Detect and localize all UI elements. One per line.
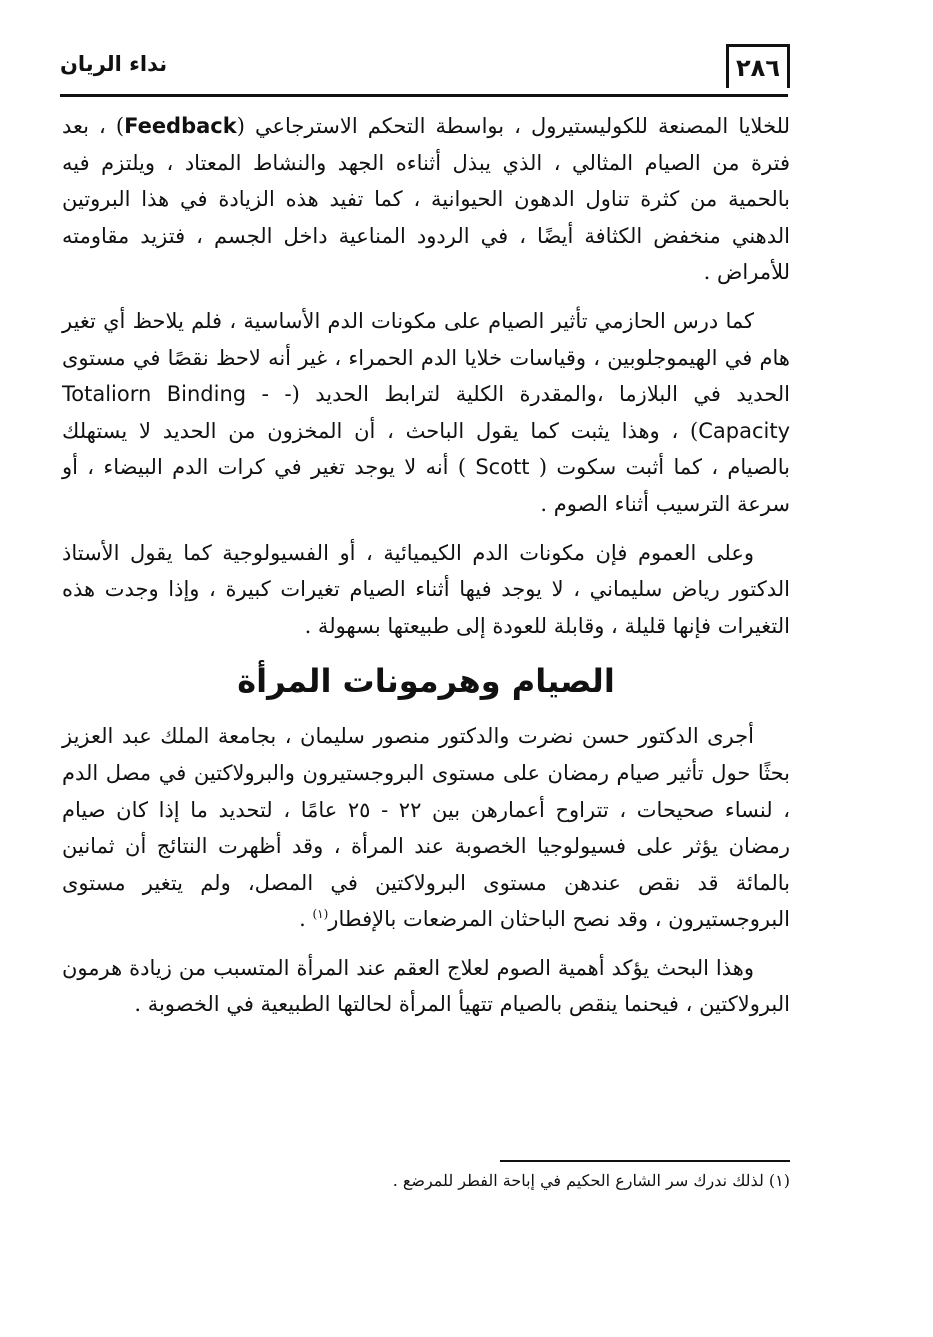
- paragraph-2-text-a: كما درس الحازمي تأثير الصيام على مكونات الدم الأساسية ، فلم يلاحظ أي تغير هام في الهيموجلوبين ، وقياسات خلايا الدم الحمراء ، غير أنه لاحظ نقصًا في مستوى الحديد في البلازما ،والمقدرة الكلية لترابط الحديد (-: [62, 308, 790, 407]
- page-number: ٢٨٦: [726, 44, 790, 88]
- term-feedback: Feedback: [124, 114, 237, 138]
- paragraph-3: وعلى العموم فإن مكونات الدم الكيميائية ، أو الفسيولوجية كما يقول الأستاذ الدكتور رياض سليماني ، لا يوجد فيها أثناء الصيام تغيرات كبيرة ، وإذا وجدت هذه التغيرات فإنها قليلة ، وقابلة للعودة إلى طبيعتها بسهولة .: [62, 540, 790, 638]
- footnote: (١) لذلك ندرك سر الشارع الحكيم في إباحة الفطر للمرضع .: [392, 1171, 790, 1190]
- paragraph-5: وهذا البحث يؤكد أهمية الصوم لعلاج العقم عند المرأة المتسبب من زيادة هرمون البرولاكتين ، فيحنما ينقص بالصيام تتهيأ المرأة لحالتها الطبيعية في الخصوبة .: [62, 955, 790, 1017]
- footnote-rule: [500, 1160, 790, 1162]
- paragraph-4: [62, 718, 790, 938]
- paragraph-1: [62, 108, 790, 291]
- running-title: نداء الريان: [60, 52, 168, 76]
- term-scott: Scott: [475, 455, 530, 480]
- paragraph-2-text-b: ) ، وهذا يثبت كما يقول الباحث ، أن المخزون من الحديد لا يستهلك بالصيام ، كما أثبت سكوت (: [62, 418, 790, 480]
- paragraph-1-text-a: للخلايا المصنعة للكوليستيرول ، بواسطة التحكم الاسترجاعي (: [236, 114, 790, 138]
- paragraph-2-text-c: ) أنه لا يوجد تغير في كرات الدم البيضاء ، أو سرعة الترسيب أثناء الصوم .: [62, 455, 790, 516]
- header-rule: [60, 94, 788, 97]
- footnote-reference[interactable]: (١): [312, 907, 329, 922]
- term-iron-binding: Totaliorn Binding - Capacity: [62, 382, 790, 443]
- paragraph-2: [62, 303, 790, 523]
- section-heading: الصيام وهرمونات المرأة: [237, 662, 615, 701]
- page-header: [60, 44, 790, 96]
- paragraph-4-end: .: [299, 907, 313, 932]
- paragraph-4-text: أجرى الدكتور حسن نضرت والدكتور منصور سليمان ، بجامعة الملك عبد العزيز بحثًا حول تأثير صيام رمضان على مستوى البروجستيرون والبرولاكتين في مصل الدم ، لنساء صحيحات ، تتراوح أعمارهن بين ٢٢ - ٢٥ عامًا ، لتحديد ما إذا كان صيام رمضان يؤثر على فسيولوجيا الخصوبة عند المرأة ، وقد أظهرت النتائج أن ثمانين بالمائة قد نقص عندهن مستوى البرولاكتين في المصل، ولم يتغير مستوى البروجستيرون ، وقد نصح الباحثان المرضعات بالإفطار: [62, 724, 790, 932]
- page-body: [62, 108, 790, 1035]
- paragraph-1-text-b: ) ، بعد فترة من الصيام المثالي ، الذي يبذل أثناءه الجهد والنشاط المعتاد ، ويلتزم فيه بالحمية من كثرة تناول الدهون الحيوانية ، كما تفيد هذه الزيادة في هذا البروتين الدهني منخفض الكثافة أيضًا ، في الردود المناعية داخل الجسم ، فتزيد مقاومته للأمراض .: [62, 114, 790, 285]
